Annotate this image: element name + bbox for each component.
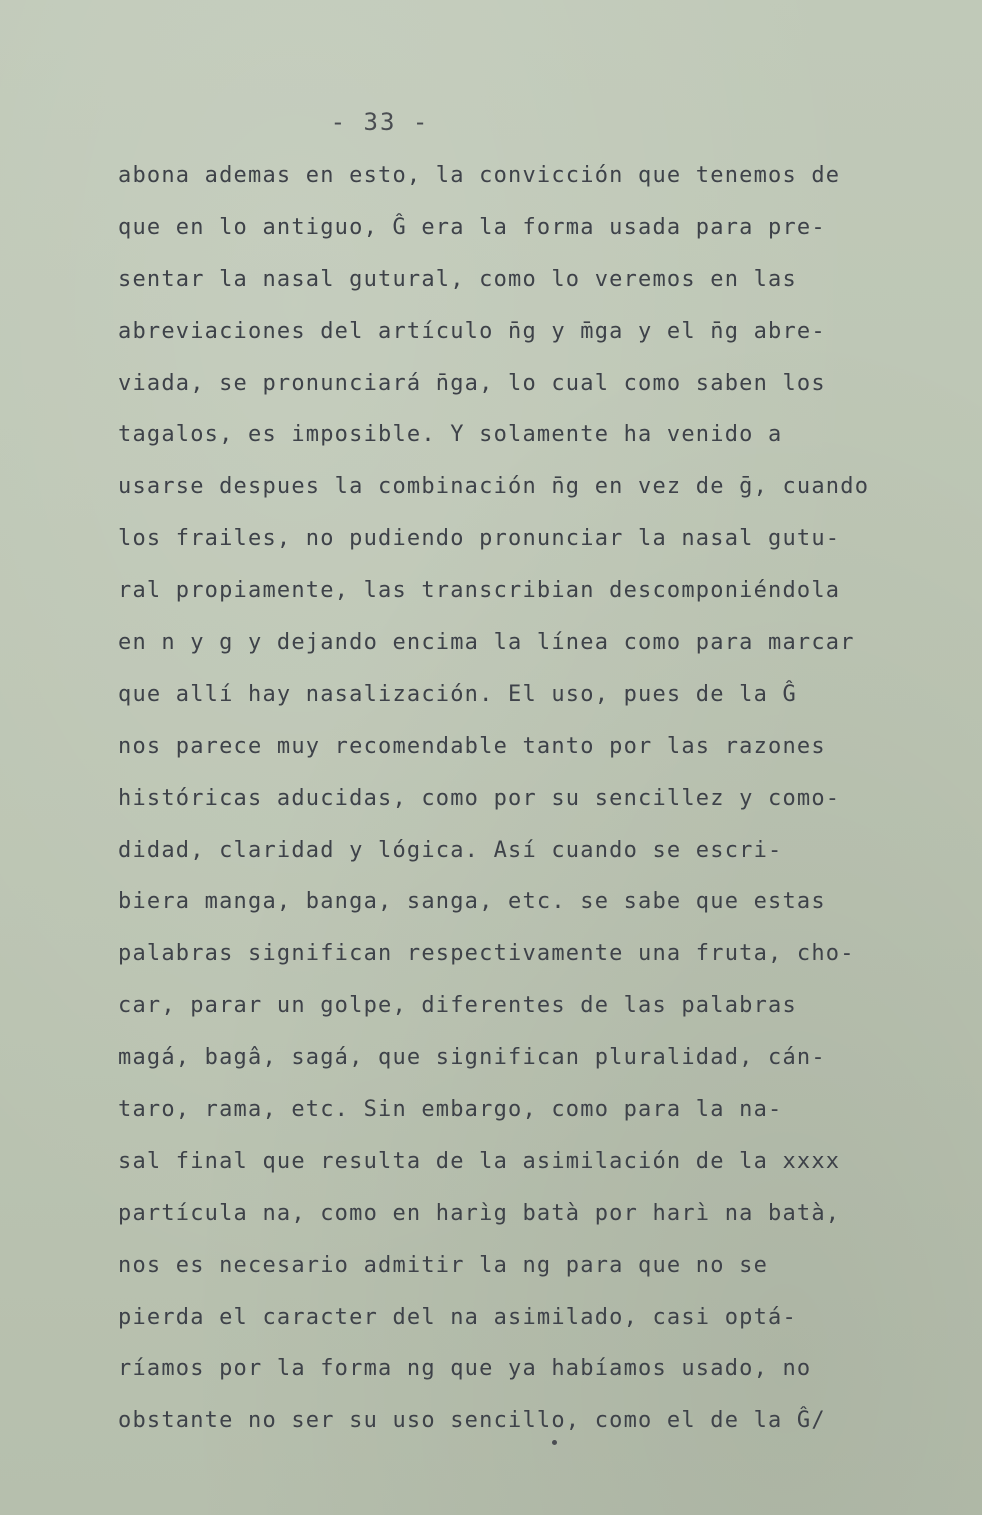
text-line: car, parar un golpe, diferentes de las palabras (118, 993, 797, 1019)
text-line: tagalos, es imposible. Y solamente ha venido a (118, 422, 783, 448)
text-line: usarse despues la combinación n̄g en vez de ḡ, cuando (118, 474, 870, 500)
text-line: históricas aducidas, como por su sencillez y como- (118, 785, 841, 811)
text-line: sal final que resulta de la asimilación de la xxxx (118, 1148, 841, 1174)
text-line: palabras significan respectivamente una fruta, cho- (118, 941, 855, 967)
text-line: sentar la nasal gutural, como lo veremos en las (118, 266, 797, 292)
page-number: - 33 - (330, 108, 430, 136)
text-line: que allí hay nasalización. El uso, pues de la Ĝ (118, 681, 797, 707)
body-text (118, 150, 948, 1447)
text-line: en n y g y dejando encima la línea como para marcar (118, 630, 855, 656)
text-line: los frailes, no pudiendo pronunciar la nasal gutu- (118, 526, 841, 552)
text-line: abona ademas en esto, la convicción que tenemos de (118, 163, 841, 188)
text-line: nos parece muy recomendable tanto por las razones (118, 733, 826, 759)
text-line: ríamos por la forma ng que ya habíamos usado, no (118, 1356, 812, 1382)
text-line: pierda el caracter del na asimilado, casi optá- (118, 1304, 797, 1330)
text-line: nos es necesario admitir la ng para que no se (118, 1252, 769, 1278)
text-line: didad, claridad y lógica. Así cuando se escri- (118, 837, 783, 863)
text-line: magá, bagâ, sagá, que significan pluralidad, cán- (118, 1045, 826, 1071)
text-line: obstante no ser su uso sencillo, como el de la Ĝ/ (118, 1408, 826, 1434)
text-line: viada, se pronunciará n̄ga, lo cual como saben los (118, 370, 826, 396)
text-line: que en lo antiguo, Ĝ era la forma usada para pre- (118, 214, 826, 240)
page-mark (552, 1440, 557, 1445)
text-line: taro, rama, etc. Sin embargo, como para la na- (118, 1097, 783, 1123)
text-line: biera manga, banga, sanga, etc. se sabe que estas (118, 889, 826, 915)
text-line: partícula na, como en harìg batà por harì na batà, (118, 1200, 841, 1226)
text-line: abreviaciones del artículo n̄g y m̄ga y el n̄g abre- (118, 318, 826, 344)
text-line: ral propiamente, las transcribian descomponiéndola (118, 578, 841, 604)
